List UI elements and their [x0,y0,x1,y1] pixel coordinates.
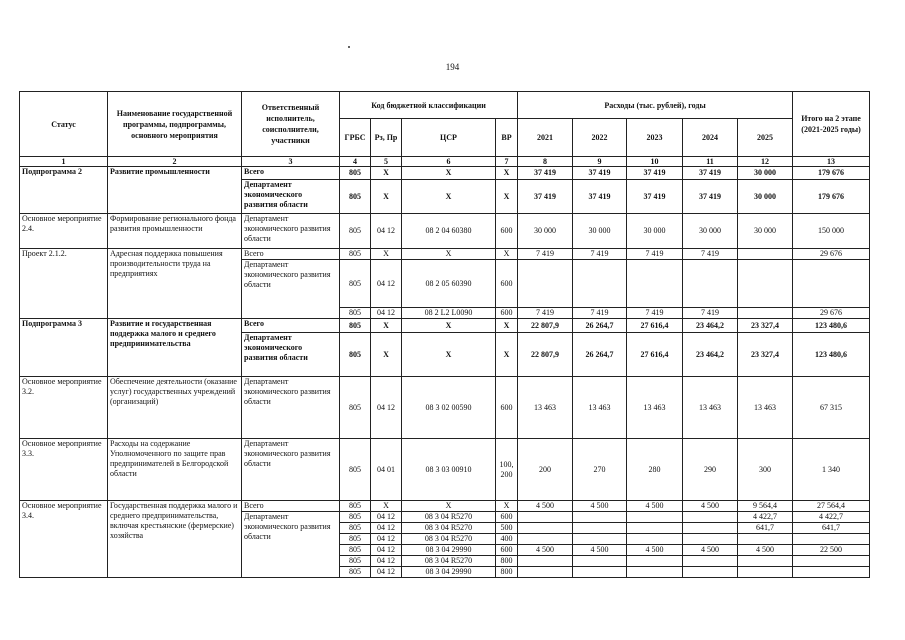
cell-grbs: 805 [340,567,371,578]
cell-y2021 [518,512,573,523]
cell-y2023: 27 616,4 [627,333,683,377]
header-2024: 2024 [683,119,738,157]
header-csr: ЦСР [402,119,496,157]
cell-total: 67 315 [793,377,870,439]
cell-y2025 [738,556,793,567]
header-budget-code: Код бюджетной классификации [340,92,518,119]
cell-y2024: 290 [683,439,738,501]
cell-y2022 [573,512,627,523]
cell-vr: X [496,501,518,512]
cell-grbs: 805 [340,308,371,319]
cell-rzpr: 04 12 [371,512,402,523]
cell-rzpr: 04 12 [371,567,402,578]
cell-y2025: 9 564,4 [738,501,793,512]
cell-y2024 [683,556,738,567]
column-number: 6 [402,157,496,167]
cell-y2023: 4 500 [627,545,683,556]
cell-vr: X [496,180,518,214]
cell-resp: Департамент экономического развития области [242,180,340,214]
cell-y2023 [627,523,683,534]
cell-y2025 [738,567,793,578]
cell-y2021 [518,567,573,578]
table-row [20,214,870,249]
cell-csr: 08 2 05 60390 [402,260,496,308]
cell-y2025: 4 422,7 [738,512,793,523]
cell-rzpr: 04 01 [371,439,402,501]
cell-grbs: 805 [340,523,371,534]
column-number: 10 [627,157,683,167]
cell-y2023: 37 419 [627,180,683,214]
cell-total: 150 000 [793,214,870,249]
cell-y2021 [518,260,573,308]
cell-y2024: 4 500 [683,501,738,512]
cell-y2024: 7 419 [683,308,738,319]
cell-resp: Департамент экономического развития области [242,214,340,249]
cell-total: 29 676 [793,308,870,319]
cell-grbs: 805 [340,377,371,439]
cell-name: Обеспечение деятельности (оказание услуг) государственных учреждений (организаций) [108,377,242,439]
cell-y2022 [573,534,627,545]
column-number: 1 [20,157,108,167]
cell-rzpr: 04 12 [371,308,402,319]
cell-rzpr: X [371,319,402,333]
cell-csr: 08 3 04 29990 [402,545,496,556]
cell-y2025 [738,260,793,308]
cell-y2024: 23 464,2 [683,319,738,333]
cell-csr: 08 3 04 R5270 [402,556,496,567]
cell-total: 123 480,6 [793,319,870,333]
cell-rzpr: 04 12 [371,214,402,249]
cell-y2023 [627,260,683,308]
cell-vr: 800 [496,556,518,567]
budget-table [19,91,870,578]
cell-y2025: 30 000 [738,167,793,180]
column-number: 8 [518,157,573,167]
cell-y2023: 7 419 [627,249,683,260]
cell-y2023 [627,534,683,545]
cell-y2023 [627,567,683,578]
cell-y2023: 30 000 [627,214,683,249]
cell-grbs: 805 [340,512,371,523]
cell-total: 27 564,4 [793,501,870,512]
cell-vr: 600 [496,512,518,523]
cell-y2021 [518,534,573,545]
cell-rzpr: X [371,167,402,180]
cell-grbs: 805 [340,214,371,249]
cell-name: Расходы на содержание Уполномоченного по защите прав предпринимателей в Белгородской области [108,439,242,501]
cell-name: Адресная поддержка повышения производительности труда на предприятиях [108,249,242,319]
cell-resp: Департамент экономического развития области [242,439,340,501]
cell-csr: 08 3 04 29990 [402,567,496,578]
cell-resp: Департамент экономического развития области [242,260,340,319]
header-vr: ВР [496,119,518,157]
page-number: 194 [445,62,460,72]
cell-y2024 [683,260,738,308]
cell-y2025: 300 [738,439,793,501]
cell-total [793,556,870,567]
cell-y2023: 37 419 [627,167,683,180]
cell-grbs: 805 [340,501,371,512]
cell-y2025 [738,308,793,319]
cell-total: 4 422,7 [793,512,870,523]
cell-y2023: 4 500 [627,501,683,512]
column-number: 9 [573,157,627,167]
cell-y2021: 4 500 [518,501,573,512]
cell-grbs: 805 [340,249,371,260]
cell-y2024 [683,512,738,523]
cell-y2022 [573,523,627,534]
cell-y2024 [683,534,738,545]
cell-y2021: 37 419 [518,180,573,214]
cell-y2021: 7 419 [518,308,573,319]
cell-vr: X [496,167,518,180]
column-number: 11 [683,157,738,167]
cell-status: Основное мероприятие 2.4. [20,214,108,249]
cell-grbs: 805 [340,545,371,556]
cell-total: 1 340 [793,439,870,501]
cell-csr: 08 3 04 R5270 [402,512,496,523]
column-number: 4 [340,157,371,167]
cell-y2025: 23 327,4 [738,333,793,377]
cell-grbs: 805 [340,260,371,308]
cell-resp: Всего [242,249,340,260]
header-2021: 2021 [518,119,573,157]
cell-y2023: 27 616,4 [627,319,683,333]
cell-y2023: 7 419 [627,308,683,319]
cell-y2022: 13 463 [573,377,627,439]
cell-rzpr: X [371,180,402,214]
header-rzpr: Рз, Пр [371,119,402,157]
cell-y2024: 13 463 [683,377,738,439]
cell-grbs: 805 [340,319,371,333]
cell-status: Основное мероприятие 3.4. [20,501,108,578]
header-2023: 2023 [627,119,683,157]
cell-csr: 08 3 04 R5270 [402,534,496,545]
cell-total [793,567,870,578]
header-grbs: ГРБС [340,119,371,157]
cell-csr: X [402,319,496,333]
column-number: 3 [242,157,340,167]
cell-vr: X [496,319,518,333]
cell-total: 179 676 [793,167,870,180]
cell-total: 179 676 [793,180,870,214]
cell-y2022: 30 000 [573,214,627,249]
cell-y2021 [518,523,573,534]
cell-rzpr: X [371,501,402,512]
cell-vr: 600 [496,260,518,308]
cell-y2024: 37 419 [683,167,738,180]
cell-y2025: 30 000 [738,180,793,214]
cell-y2021: 7 419 [518,249,573,260]
cell-y2023: 280 [627,439,683,501]
cell-status: Основное мероприятие 3.2. [20,377,108,439]
column-number: 12 [738,157,793,167]
cell-status: Основное мероприятие 3.3. [20,439,108,501]
cell-grbs: 805 [340,167,371,180]
cell-resp: Департамент экономического развития области [242,377,340,439]
cell-y2021 [518,556,573,567]
table-row [20,249,870,260]
cell-rzpr: X [371,249,402,260]
column-number-row [20,157,870,167]
cell-csr: 08 3 02 00590 [402,377,496,439]
cell-y2023: 13 463 [627,377,683,439]
cell-vr: 400 [496,534,518,545]
cell-y2022 [573,260,627,308]
cell-status: Подпрограмма 3 [20,319,108,377]
header-total: Итого на 2 этапе (2021-2025 годы) [793,92,870,157]
cell-csr: X [402,333,496,377]
table-row [20,319,870,333]
cell-y2024: 23 464,2 [683,333,738,377]
cell-rzpr: 04 12 [371,260,402,308]
cell-csr: 08 2 L2 L0090 [402,308,496,319]
cell-total: 123 480,6 [793,333,870,377]
cell-y2025 [738,534,793,545]
cell-grbs: 805 [340,534,371,545]
cell-y2022 [573,567,627,578]
cell-grbs: 805 [340,556,371,567]
cell-y2025 [738,249,793,260]
cell-y2021: 22 807,9 [518,333,573,377]
speck [348,46,350,48]
cell-y2024: 37 419 [683,180,738,214]
table-body [20,167,870,578]
cell-y2024 [683,523,738,534]
cell-y2025: 30 000 [738,214,793,249]
cell-y2022: 7 419 [573,249,627,260]
cell-total [793,534,870,545]
cell-y2024: 7 419 [683,249,738,260]
header-status: Статус [20,92,108,157]
cell-y2021: 30 000 [518,214,573,249]
header-2022: 2022 [573,119,627,157]
cell-resp: Всего [242,501,340,512]
cell-grbs: 805 [340,439,371,501]
cell-csr: X [402,180,496,214]
cell-status: Проект 2.1.2. [20,249,108,319]
cell-csr: 08 3 04 R5270 [402,523,496,534]
cell-total: 641,7 [793,523,870,534]
table-row [20,377,870,439]
column-number: 7 [496,157,518,167]
cell-rzpr: X [371,333,402,377]
cell-y2025: 13 463 [738,377,793,439]
cell-rzpr: 04 12 [371,377,402,439]
cell-y2025: 641,7 [738,523,793,534]
cell-vr: 100, 200 [496,439,518,501]
cell-csr: 08 2 04 60380 [402,214,496,249]
cell-vr: 600 [496,377,518,439]
cell-y2025: 23 327,4 [738,319,793,333]
cell-status: Подпрограмма 2 [20,167,108,214]
cell-vr: X [496,249,518,260]
cell-vr: 600 [496,308,518,319]
cell-y2022: 26 264,7 [573,319,627,333]
cell-y2025: 4 500 [738,545,793,556]
cell-resp: Департамент экономического развития области [242,333,340,377]
cell-y2022: 270 [573,439,627,501]
header-2025: 2025 [738,119,793,157]
cell-y2022: 4 500 [573,545,627,556]
table-row [20,439,870,501]
cell-name: Государственная поддержка малого и среднего предпринимательства, включая крестьянские (фермерские) хозяйства [108,501,242,578]
cell-resp: Департамент экономического развития области [242,512,340,578]
cell-vr: 600 [496,214,518,249]
table-row [20,167,870,180]
cell-y2023 [627,512,683,523]
cell-vr: 600 [496,545,518,556]
cell-y2022: 7 419 [573,308,627,319]
column-number: 5 [371,157,402,167]
cell-y2022: 37 419 [573,180,627,214]
cell-name: Развитие промышленности [108,167,242,214]
cell-y2021: 4 500 [518,545,573,556]
cell-y2022 [573,556,627,567]
cell-y2021: 22 807,9 [518,319,573,333]
cell-y2024: 4 500 [683,545,738,556]
cell-total [793,260,870,308]
cell-rzpr: 04 12 [371,556,402,567]
cell-csr: 08 3 03 00910 [402,439,496,501]
cell-name: Формирование регионального фонда развития промышленности [108,214,242,249]
cell-y2022: 37 419 [573,167,627,180]
cell-resp: Всего [242,319,340,333]
cell-rzpr: 04 12 [371,534,402,545]
cell-vr: X [496,333,518,377]
cell-y2023 [627,556,683,567]
cell-rzpr: 04 12 [371,523,402,534]
cell-csr: X [402,167,496,180]
cell-y2021: 37 419 [518,167,573,180]
cell-y2022: 26 264,7 [573,333,627,377]
header-responsible: Ответственный исполнитель, соисполнители, участники [242,92,340,157]
cell-y2024: 30 000 [683,214,738,249]
cell-vr: 500 [496,523,518,534]
cell-grbs: 805 [340,180,371,214]
cell-csr: X [402,249,496,260]
cell-y2022: 4 500 [573,501,627,512]
cell-name: Развитие и государственная поддержка малого и среднего предпринимательства [108,319,242,377]
cell-total: 22 500 [793,545,870,556]
cell-y2021: 200 [518,439,573,501]
column-number: 13 [793,157,870,167]
table-row [20,501,870,512]
cell-rzpr: 04 12 [371,545,402,556]
column-number: 2 [108,157,242,167]
cell-grbs: 805 [340,333,371,377]
cell-csr: X [402,501,496,512]
cell-vr: 800 [496,567,518,578]
cell-y2024 [683,567,738,578]
cell-resp: Всего [242,167,340,180]
header-name: Наименование государственной программы, подпрограммы, основного мероприятия [108,92,242,157]
header-expenses: Расходы (тыс. рублей), годы [518,92,793,119]
cell-y2021: 13 463 [518,377,573,439]
cell-total: 29 676 [793,249,870,260]
